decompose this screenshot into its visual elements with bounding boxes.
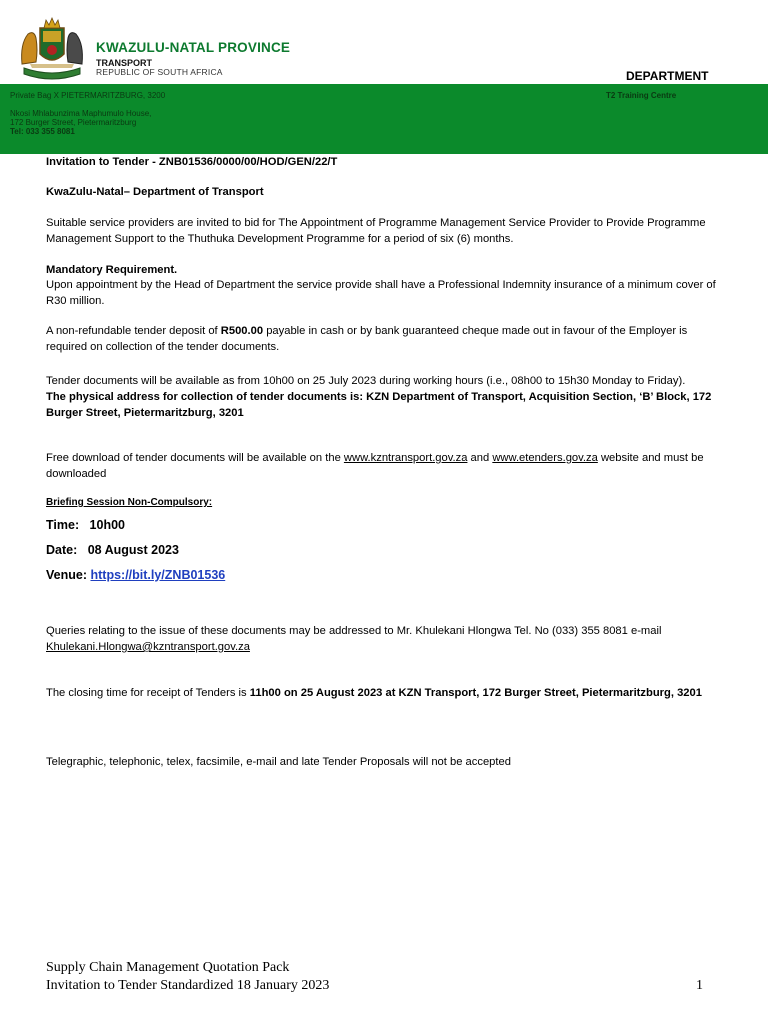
queries-text: Queries relating to the issue of these documents may be addressed to Mr. Khulekani Hlongwa Tel. No (033) 355 8081 e-mail: [46, 625, 662, 637]
footer-line-2: Invitation to Tender Standardized 18 January 2023: [46, 978, 330, 993]
address-line-3: 172 Burger Street, Pietermaritzburg: [10, 118, 137, 127]
address-line-2: Nkosi Mhlabunzima Maphumulo House,: [10, 109, 152, 118]
briefing-time: [46, 518, 125, 532]
mandatory-text: Upon appointment by the Head of Department the service provide shall have a Professional Indemnity insurance of a minimum cover of R30 million.: [46, 279, 716, 307]
date-label: Date:: [46, 543, 78, 557]
queries-email-link[interactable]: Khulekani.Hlongwa@kzntransport.gov.za: [46, 641, 250, 653]
time-value: 10h00: [89, 518, 125, 532]
deposit-paragraph: [46, 323, 726, 355]
physical-address: The physical address for collection of tender documents is: KZN Department of Transport, Acquisition Section, ‘B’ Block, 172 Burger Street, Pietermaritzburg, 3201: [46, 391, 712, 419]
page-number: 1: [696, 978, 703, 993]
closing-paragraph: [46, 685, 726, 701]
venue-link[interactable]: https://bit.ly/ZNB01536: [90, 568, 226, 582]
closing-pre: The closing time for receipt of Tenders is: [46, 687, 250, 699]
coat-of-arms-logo: [14, 14, 90, 82]
footer-line-1: Supply Chain Management Quotation Pack: [46, 960, 290, 975]
briefing-date: [46, 543, 179, 557]
download-pre: Free download of tender documents will be available on the: [46, 452, 344, 464]
address-line-1: Private Bag X PIETERMARITZBURG, 3200: [10, 91, 166, 100]
download-post: website and must be downloaded: [46, 452, 704, 480]
time-label: Time:: [46, 518, 80, 532]
telephone-line: Tel: 033 355 8081: [10, 127, 75, 136]
invitation-title: Invitation to Tender - ZNB01536/0000/00/HOD/GEN/22/T: [46, 156, 338, 168]
briefing-heading: Briefing Session Non-Compulsory:: [46, 497, 213, 508]
deposit-pre: A non-refundable tender deposit of: [46, 325, 221, 337]
download-paragraph: [46, 450, 726, 482]
deposit-amount: R500.00: [220, 325, 264, 337]
department-transport: TRANSPORT: [96, 58, 152, 68]
briefing-venue: [46, 568, 225, 582]
download-mid: and: [467, 452, 493, 464]
department-label: DEPARTMENT: [626, 69, 709, 83]
queries-email-line: [46, 639, 726, 655]
province-name: KWAZULU-NATAL PROVINCE: [96, 40, 291, 55]
training-centre: T2 Training Centre: [606, 91, 677, 100]
republic-name: REPUBLIC OF SOUTH AFRICA: [96, 67, 223, 77]
etenders-link[interactable]: www.etenders.gov.za: [492, 452, 598, 464]
suitable-paragraph: Suitable service providers are invited to bid for The Appointment of Programme Management Service Provider to Provide Programme Management Support to the Thuthuka Development Programme for a period of six (6) months.: [46, 217, 706, 245]
telegraphic-notice: Telegraphic, telephonic, telex, facsimile, e-mail and late Tender Proposals will not be accepted: [46, 756, 511, 768]
deposit-post: payable in cash or by bank guaranteed cheque made out in favour of the Employer is required on collection of the tender documents.: [46, 325, 688, 353]
date-value: 08 August 2023: [87, 543, 179, 557]
kzntransport-link[interactable]: www.kzntransport.gov.za: [343, 452, 468, 464]
availability-text: Tender documents will be available as from 10h00 on 25 July 2023 during working hours (i.e., 08h00 to 15h30 Monday to Friday).: [46, 375, 686, 387]
closing-bold: 11h00 on 25 August 2023 at KZN Transport, 172 Burger Street, Pietermaritzburg, 3201: [249, 687, 702, 699]
mandatory-heading: Mandatory Requirement.: [46, 264, 178, 276]
department-title: KwaZulu-Natal– Department of Transport: [46, 186, 264, 198]
venue-label: Venue:: [46, 568, 87, 582]
